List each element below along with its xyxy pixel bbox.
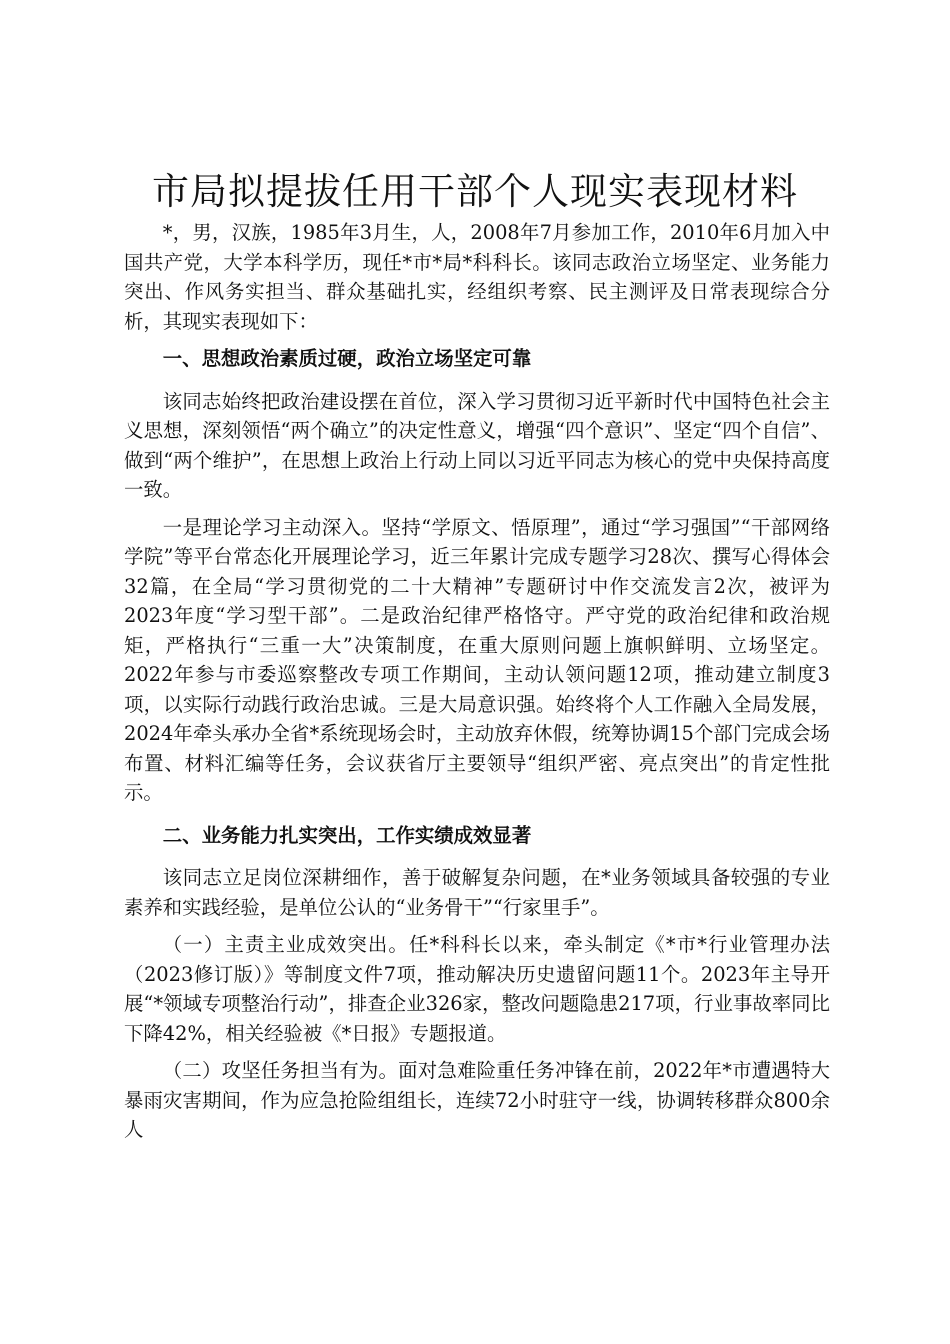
section-1-paragraph-1: 该同志始终把政治建设摆在首位，深入学习贯彻习近平新时代中国特色社会主义思想，深刻领悟“两个确立”的决定性意义，增强“四个意识”、坚定“四个自信”、做到“两个维护”，在思想上政治上行动上同以习近平同志为核心的党中央保持高度一致。: [124, 389, 830, 501]
intro-paragraph: *，男，汉族，1985年3月生，人，2008年7月参加工作，2010年6月加入中国共产党，大学本科学历，现任*市*局*科科长。该同志政治立场坚定、业务能力突出、作风务实担当、群众基础扎实，经组织考察、民主测评及日常表现综合分析，其现实表现如下：: [124, 221, 830, 333]
section-2-paragraph-3: （二）攻坚任务担当有为。面对急难险重任务冲锋在前，2022年*市遭遇特大暴雨灾害期间，作为应急抢险组组长，连续72小时驻守一线，协调转移群众800余人: [124, 1059, 830, 1141]
spacer: [124, 505, 830, 513]
section-1-heading: 一、思想政治素质过硬，政治立场坚定可靠: [162, 347, 532, 370]
spacer: [124, 922, 830, 930]
spacer: [124, 374, 830, 387]
spacer: [124, 850, 830, 863]
section-1-paragraph-2: 一是理论学习主动深入。坚持“学原文、悟原理”，通过“学习强国”“干部网络学院”等平台常态化开展理论学习，近三年累计完成专题学习28次、撰写心得体会32篇，在全局“学习贯彻党的二十大精神”专题研讨中作交流发言2次，被评为2023年度“学习型干部”。二是政治纪律严格恪守。严守党的政治纪律和政治规矩，严格执行“三重一大”决策制度，在重大原则问题上旗帜鲜明、立场坚定。2022年参与市委巡察整改专项工作期间，主动认领问题12项，推动建立制度3项，以实际行动践行政治忠诚。三是大局意识强。始终将个人工作融入全局发展，2024年牵头承办全省*系统现场会时，主动放弃休假，统筹协调15个部门完成会场布置、材料汇编等任务，会议获省厅主要领导“组织严密、亮点突出”的肯定性批示。: [124, 515, 830, 804]
spacer: [124, 1048, 830, 1056]
section-2-paragraph-2: （一）主责主业成效突出。任*科科长以来，牵头制定《*市*行业管理办法（2023修订版）》等制度文件7项，推动解决历史遗留问题11个。2023年主导开展“*领域专项整治行动”，排查企业326家，整改问题隐患217项，行业事故率同比下降42%，相关经验被《*日报》专题报道。: [124, 933, 830, 1045]
document-title: 市局拟提拔任用干部个人现实表现材料: [152, 170, 798, 213]
document-body: [124, 218, 830, 1145]
section-2-heading: 二、业务能力扎实突出，工作实绩成效显著: [162, 823, 532, 847]
spacer: [124, 808, 830, 821]
section-2-paragraph-1: 该同志立足岗位深耕细作，善于破解复杂问题，在*业务领域具备较强的专业素养和实践经验，是单位公认的“业务骨干”“行家里手”。: [124, 866, 830, 919]
